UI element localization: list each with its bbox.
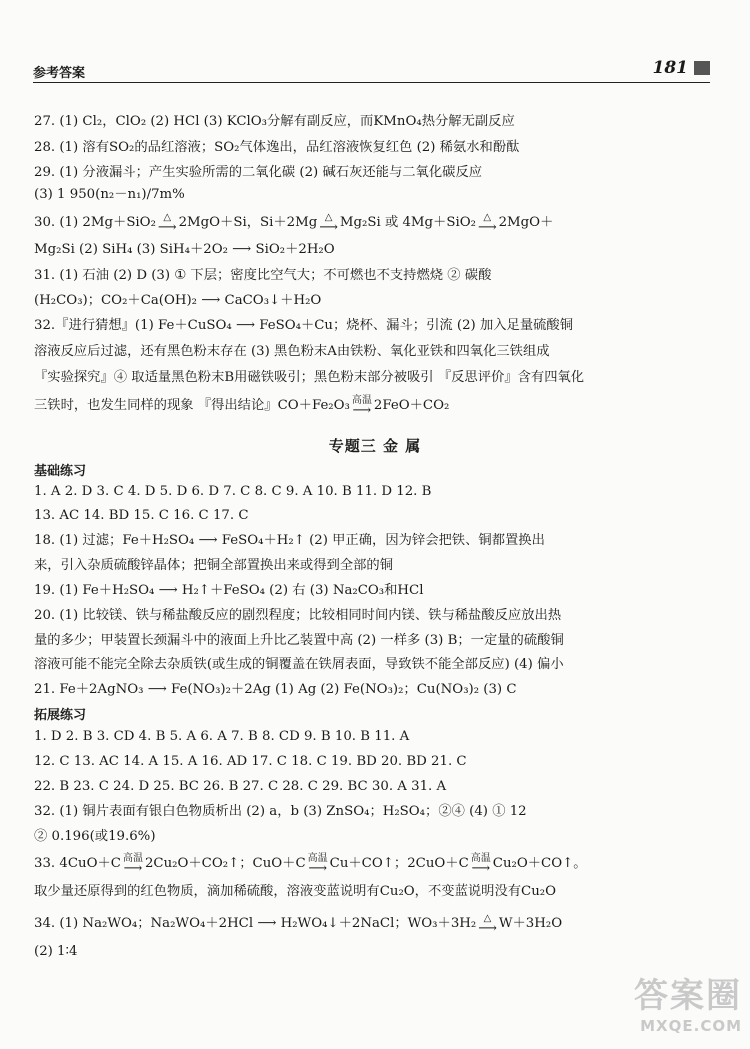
answer-32-cont-2: 『实验探究』④ 取适量黑色粉末B用磁铁吸引；黑色粉末部分被吸引 『反思评价』含有四氧化 xyxy=(34,370,585,385)
answer-20-cont-1: 量的多少；甲装置长颈漏斗中的液面上升比乙装置中高 (2) 一样多 (3) B；一定量的硫酸铜 xyxy=(34,633,564,648)
reaction-arrow-heat: △ ⟶ xyxy=(319,212,338,235)
header-section-title: 参考答案 xyxy=(33,66,86,81)
answer-30-part-c: Mg₂Si 或 4Mg＋SiO₂ xyxy=(339,215,476,230)
answer-32-cont-1: 溶液反应后过滤，还有黑色粉末存在 (3) 黑色粉末A由铁粉、氧化亚铁和四氧化三铁组成 xyxy=(34,344,550,359)
reaction-arrow-heat: △ ⟶ xyxy=(478,913,497,936)
answer-18-cont: 来，引入杂质硫酸锌晶体；把铜全部置换出来或得到全部的铜 xyxy=(34,558,394,573)
answer-32-cont-3: 三铁时，也发生同样的现象 『得出结论』CO＋Fe₂O₃ 高温 ⟶ 2FeO＋CO₂ xyxy=(34,395,450,418)
answer-32-ext-cont: ② 0.196(或19.6%) xyxy=(34,829,156,844)
page-header xyxy=(33,58,710,83)
answer-33: 33. 4CuO＋C 高温 ⟶ 2Cu₂O＋CO₂↑；CuO＋C 高温 ⟶ Cu＋CO↑；2CuO＋C 高温 ⟶ Cu₂O＋CO↑。 xyxy=(34,853,587,876)
answer-31-cont: (H₂CO₃)；CO₂＋Ca(OH)₂ ⟶ CaCO₃↓＋H₂O xyxy=(34,293,322,308)
reaction-arrow-high-temp: 高温 ⟶ xyxy=(351,395,372,418)
answer-29-cont: (3) 1 950(n₂－n₁)/7m% xyxy=(34,187,185,202)
answer-30 xyxy=(34,213,710,233)
answer-30-part-a: 30. (1) 2Mg＋SiO₂ xyxy=(34,215,156,230)
answer-20-cont-2: 溶液可能不能完全除去杂质铁(或生成的铜覆盖在铁屑表面，导致铁不能全部反应) (4) 偏小 xyxy=(34,657,564,672)
basic-answers-row-1: 1. A 2. D 3. C 4. D 5. D 6. D 7. C 8. C 9. A 10. B 11. D 12. B xyxy=(34,484,432,499)
reaction-arrow-high-temp: 高温 ⟶ xyxy=(307,853,328,876)
chapter-title: 专题三 金 属 xyxy=(328,437,422,455)
reaction-arrow-high-temp: 高温 ⟶ xyxy=(122,853,143,876)
answer-18: 18. (1) 过滤；Fe＋H₂SO₄ ⟶ FeSO₄＋H₂↑ (2) 甲正确，因为锌会把铁、铜都置换出 xyxy=(34,533,545,548)
answer-19: 19. (1) Fe＋H₂SO₄ ⟶ H₂↑＋FeSO₄ (2) 右 (3) Na₂CO₃和HCl xyxy=(34,583,424,598)
answer-33-cont: 取少量还原得到的红色物质，滴加稀硫酸，溶液变蓝说明有Cu₂O，不变蓝说明没有Cu₂O xyxy=(34,884,557,899)
answer-27: 27. (1) Cl₂，ClO₂ (2) HCl (3) KClO₃分解有副反应，而KMnO₄热分解无副反应 xyxy=(34,114,515,129)
basic-answers-row-2: 13. AC 14. BD 15. C 16. C 17. C xyxy=(34,508,249,523)
reaction-arrow-heat: △ ⟶ xyxy=(157,212,177,235)
answer-20: 20. (1) 比较镁、铁与稀盐酸反应的剧烈程度；比较相同时间内镁、铁与稀盐酸反应放出热 xyxy=(34,608,562,623)
basic-practice-heading: 基础练习 xyxy=(34,464,87,479)
answer-29: 29. (1) 分液漏斗；产生实验所需的二氧化碳 (2) 碱石灰还能与二氧化碳反应 xyxy=(34,165,483,180)
answer-28: 28. (1) 溶有SO₂的品红溶液；SO₂气体逸出，品红溶液恢复红色 (2) 稀氨水和酚酞 xyxy=(34,140,520,155)
answer-30-cont: Mg₂Si (2) SiH₄ (3) SiH₄＋2O₂ ⟶ SiO₂＋2H₂O xyxy=(34,242,335,257)
ext-answers-row-1: 1. D 2. B 3. CD 4. B 5. A 6. A 7. B 8. CD 9. B 10. B 11. A xyxy=(34,729,410,744)
answer-31: 31. (1) 石油 (2) D (3) ① 下层；密度比空气大；不可燃也不支持燃烧 ② 碳酸 xyxy=(34,268,492,283)
answer-30-part-b: 2MgO＋Si，Si＋2Mg xyxy=(178,215,318,230)
answer-34-cont: (2) 1∶4 xyxy=(34,944,78,959)
watermark-logo: 答案圈 MXQE.COM xyxy=(634,976,742,1035)
reaction-arrow-high-temp: 高温 ⟶ xyxy=(470,853,491,876)
reaction-arrow-heat: △ ⟶ xyxy=(477,212,497,235)
ext-answers-row-3: 22. B 23. C 24. D 25. BC 26. B 27. C 28. C 29. BC 30. A 31. A xyxy=(34,779,447,794)
answer-30-part-d: 2MgO＋ xyxy=(498,215,554,230)
page-corner-mark xyxy=(694,61,710,75)
extended-practice-heading: 拓展练习 xyxy=(34,708,87,723)
answer-21: 21. Fe＋2AgNO₃ ⟶ Fe(NO₃)₂＋2Ag (1) Ag (2) Fe(NO₃)₂；Cu(NO₃)₂ (3) C xyxy=(34,682,517,697)
ext-answers-row-2: 12. C 13. AC 14. A 15. A 16. AD 17. C 18. C 19. BD 20. BD 21. C xyxy=(34,754,467,769)
answer-34: 34. (1) Na₂WO₄；Na₂WO₄＋2HCl ⟶ H₂WO₄↓＋2NaCl；WO₃＋3H₂ △ ⟶ W＋3H₂O xyxy=(34,913,563,936)
answer-32-ext: 32. (1) 铜片表面有银白色物质析出 (2) a，b (3) ZnSO₄；H₂SO₄；②④ (4) ① 12 xyxy=(34,804,527,819)
answer-32: 32.『进行猜想』(1) Fe＋CuSO₄ ⟶ FeSO₄＋Cu；烧杯、漏斗；引流 (2) 加入足量硫酸铜 xyxy=(34,318,574,333)
page-number: 181 xyxy=(652,58,688,78)
